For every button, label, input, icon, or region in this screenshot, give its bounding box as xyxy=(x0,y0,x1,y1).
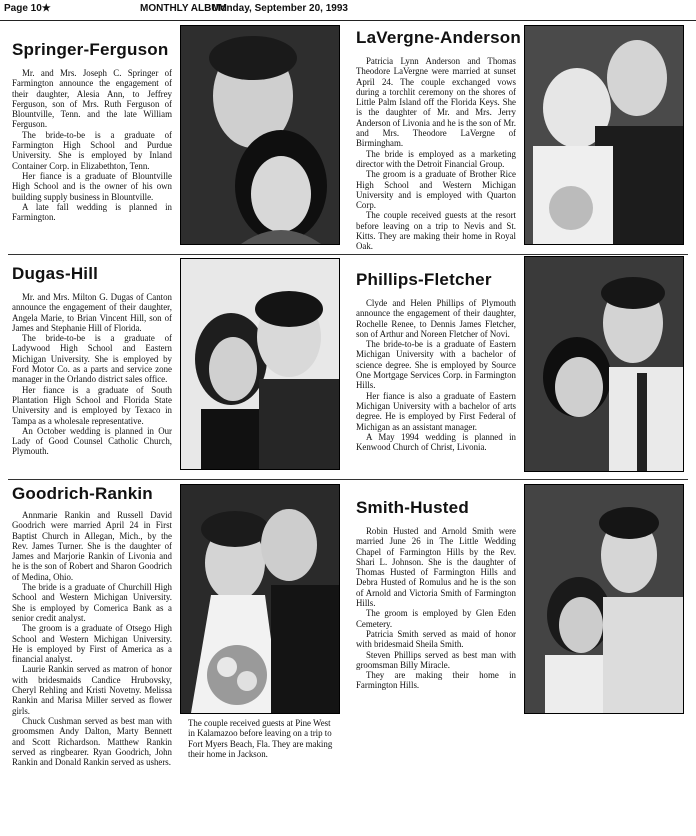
paragraph: Her fiance is also a graduate of Eastern Michigan University with a bachelor of arts degree. He is employed by First Federal of Michigan as an assistant manager. xyxy=(356,390,516,432)
paragraph: The groom is a graduate of Otsego High School and Western Michigan University. He is employed by First of America as a financial analyst. xyxy=(12,623,172,665)
paragraph: Her fiance is a graduate of South Plantation High School and Florida State University and is employed by Texaco in Tampa as a wholesale representative. xyxy=(12,384,172,426)
paragraph: Chuck Cushman served as best man with groomsmen Andy Dalton, Marty Bennett and Scott Richardson. Matthew Rankin served as ringbearer. Ryan Goodrich, John Rankin and Donald Rankin served as ushers. xyxy=(12,715,172,768)
page-number: Page 10★ xyxy=(4,3,51,14)
page-header xyxy=(0,0,696,21)
paragraph: An October wedding is planned in Our Lady of Good Counsel Catholic Church, Plymouth. xyxy=(12,425,172,457)
couple-photo xyxy=(180,484,340,714)
paragraph: They are making their home in Farmington Hills. xyxy=(356,670,516,691)
couple-photo xyxy=(524,25,684,245)
announcement-title: Smith-Husted xyxy=(356,498,469,517)
couple-photo xyxy=(180,25,340,245)
announcement-body xyxy=(356,56,516,252)
paragraph: The bride-to-be is a graduate of Ladywood High School and Eastern Michigan University. She is employed by Ford Motor Co. as a parts and service zone manager in the Orlando district sales office. xyxy=(12,333,172,385)
announcement-body xyxy=(12,68,172,222)
paragraph: The groom is a graduate of Brother Rice High School and Western Michigan University and is employed with Quarton Corp. xyxy=(356,169,516,211)
announcement-title: Goodrich-Rankin xyxy=(12,484,153,503)
announcement-body xyxy=(12,292,172,457)
issue-date: Monday, September 20, 1993 xyxy=(212,3,348,14)
row-divider xyxy=(8,254,688,255)
announcement-title: Dugas-Hill xyxy=(12,264,99,283)
paragraph: The groom is employed by Glen Eden Cemetery. xyxy=(356,608,516,629)
paragraph: Clyde and Helen Phillips of Plymouth announce the engagement of their daughter, Rochelle Renee, to Dennis James Fletcher, son of Arthur and Noreen Fletcher of Novi. xyxy=(356,298,516,339)
paragraph: Her fiance is a graduate of Blountville High School and is the owner of his own building supply business in Blountville. xyxy=(12,170,172,202)
paragraph: Patricia Lynn Anderson and Thomas Theodore LaVergne were married at sunset April 24. The couple exchanged vows during a torchlit ceremony on the shores of Little Palm Island off the Florida Keys. She is the daughter of Mr. and Mrs. Jerry Anderson of Livonia and he is the son of Mr. and Mrs. Theodore LaVergne of Birmingham. xyxy=(356,56,516,149)
announcement-title: LaVergne-Anderson xyxy=(356,28,521,47)
paragraph: The bride is a graduate of Churchill High School and Western Michigan University. She is employed by Comerica Bank as a senior credit analyst. xyxy=(12,582,172,623)
announcement-body xyxy=(12,510,172,767)
announcement-title: Springer-Ferguson xyxy=(12,40,169,59)
paragraph: Mr. and Mrs. Joseph C. Springer of Farmington announce the engagement of their daughter, Alesia Ann, to Jeffrey Ferguson, son of Mrs. Ruth Ferguson of Blountville, Tenn. and the late William Ferguson. xyxy=(12,68,172,130)
paragraph: Steven Phillips served as best man with groomsman Billy Miracle. xyxy=(356,649,516,670)
paragraph: Patricia Smith served as maid of honor with bridesmaid Sheila Smith. xyxy=(356,628,516,650)
couple-photo xyxy=(524,256,684,472)
paragraph: The bride is employed as a marketing director with the Detroit Financial Group. xyxy=(356,148,516,169)
announcement-title: Phillips-Fletcher xyxy=(356,270,492,289)
paragraph: A May 1994 wedding is planned in Kenwood Church of Christ, Livonia. xyxy=(356,431,516,453)
section-name: MONTHLY ALBUM xyxy=(140,3,227,14)
announcement-body xyxy=(356,298,516,452)
paragraph: Laurie Rankin served as matron of honor with bridesmaids Candice Hrubovsky, Cheryl Rehling and Kristi Novetny. Melissa Rankin and Marisa Miller served as flower girls. xyxy=(12,664,172,716)
row-divider xyxy=(8,479,688,480)
couple-photo xyxy=(524,484,684,714)
paragraph: A late fall wedding is planned in Farmington. xyxy=(12,201,172,223)
photo-caption: The couple received guests at Pine West in Kalamazoo before leaving on a trip to Fort Myers Beach, Fla. They are making their home in Jackson. xyxy=(188,718,333,759)
announcement-body xyxy=(356,526,516,691)
couple-photo xyxy=(180,258,340,470)
paragraph: Mr. and Mrs. Milton G. Dugas of Canton announce the engagement of their daughter, Angela Marie, to Brian Vincent Hill, son of James and Stephanie Hill of Florida. xyxy=(12,292,172,333)
paragraph: The couple received guests at the resort before leaving on a trip to Nevis and St. Kitts. They are making their home in Royal Oak. xyxy=(356,210,516,252)
paragraph: The bride-to-be is a graduate of Farmington High School and Purdue University. She is employed by Inland Container Corp. in Elizabethton, Tenn. xyxy=(12,129,172,171)
paragraph: Robin Husted and Arnold Smith were married June 26 in The Little Wedding Chapel of Farmington Hills by the Rev. Shari L. Johnson. She is the daughter of Thomas Husted of Farmington Hills and Debra Husted of Romulus and he is the son of Arnold and Victoria Smith of Farmington Hills. xyxy=(356,526,516,609)
paragraph: The bride-to-be is a graduate of Eastern Michigan University with a bachelor of science degree. She is employed by Source One Mortgage Services Corp. in Farmington Hills. xyxy=(356,339,516,391)
paragraph: Annmarie Rankin and Russell David Goodrich were married April 24 in First Baptist Church in Allegan, Mich., by the Rev. James Turner. She is the daughter of James and Marjorie Rankin of Livonia and he is the son of Robert and Sharon Goodrich of Medina, Ohio. xyxy=(12,510,172,582)
